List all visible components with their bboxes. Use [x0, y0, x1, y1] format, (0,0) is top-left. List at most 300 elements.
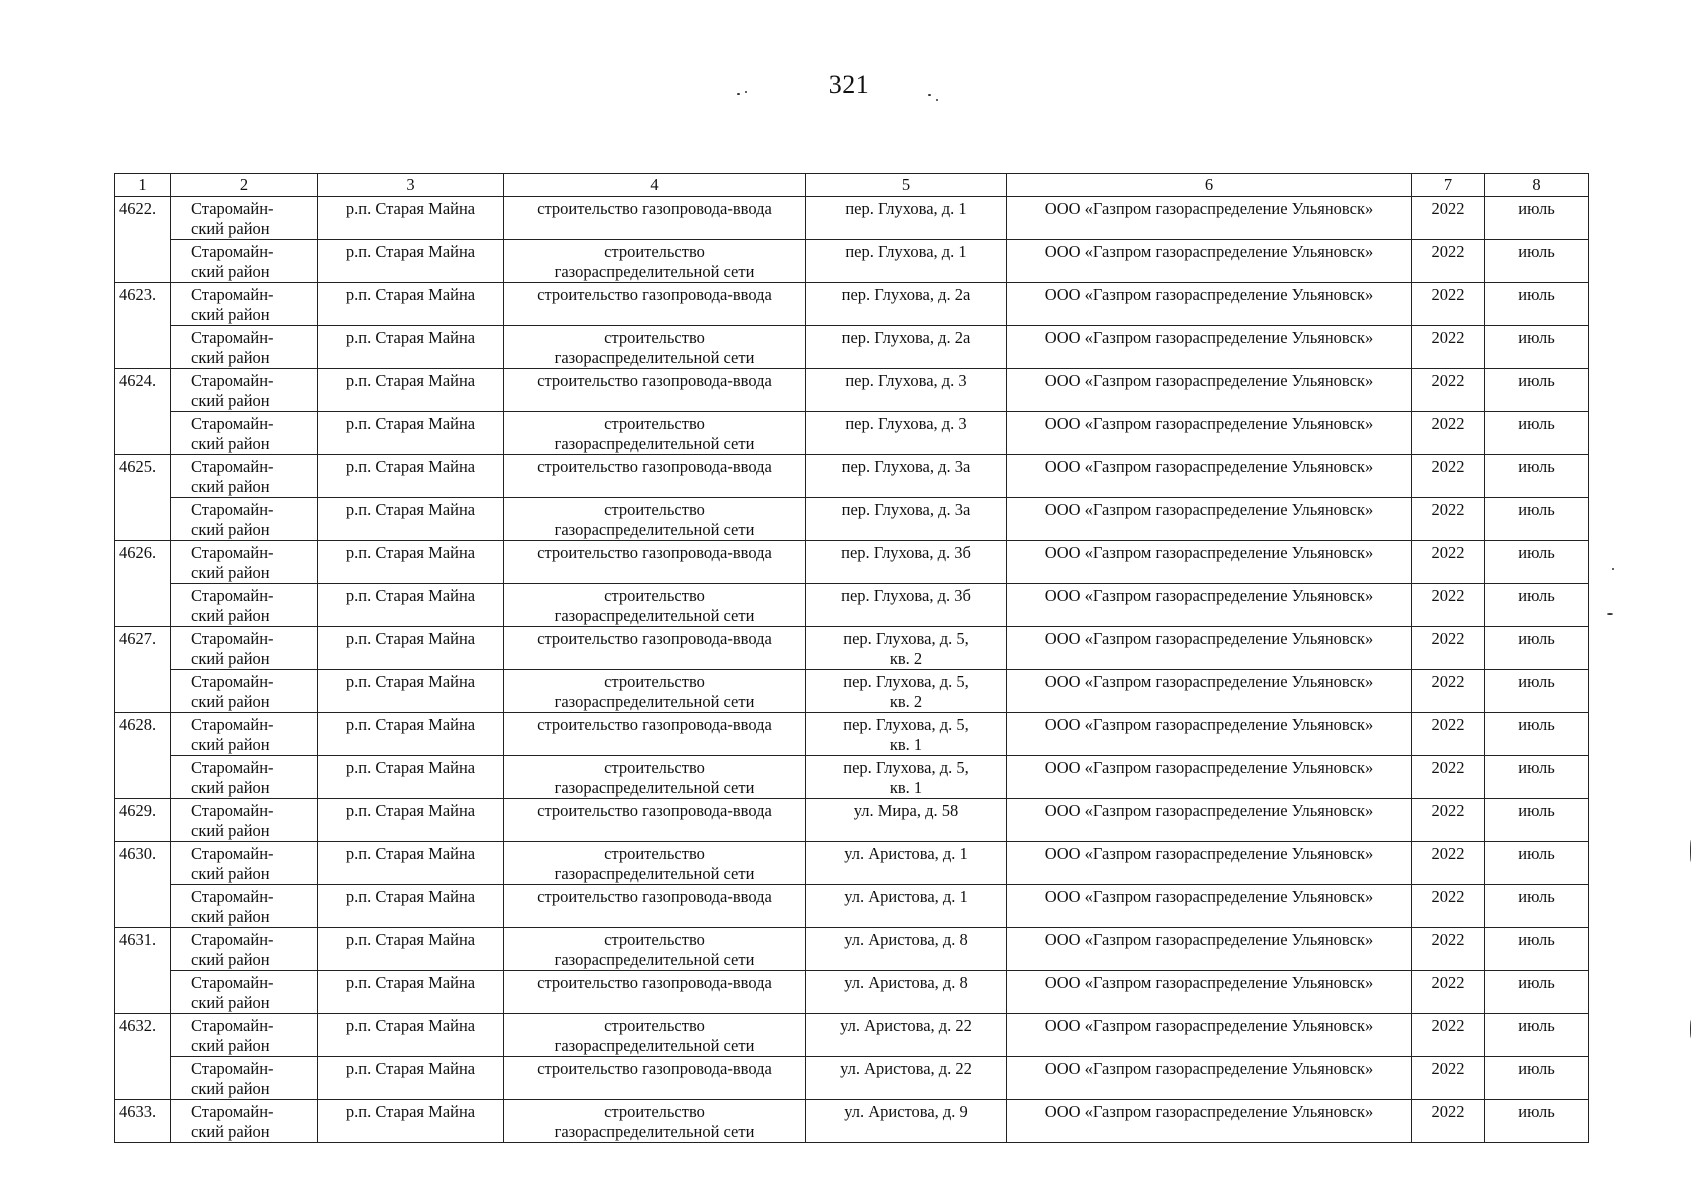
district-cell: [171, 1057, 318, 1100]
district-cell-text: ский район: [191, 692, 270, 711]
record-number-text: 4629.: [119, 801, 157, 820]
year-cell: [1412, 283, 1485, 326]
organization-cell: [1007, 240, 1412, 283]
year-cell: [1412, 1100, 1485, 1143]
district-cell-text: ский район: [191, 1036, 270, 1055]
year-cell-text: 2022: [1431, 973, 1465, 992]
organization-cell: [1007, 283, 1412, 326]
record-number-text: 4630.: [119, 844, 157, 863]
settlement-cell: [318, 584, 504, 627]
settlement-cell: [318, 1100, 504, 1143]
scan-speck: [737, 93, 740, 95]
work-type-cell-text: газораспределительной сети: [554, 1036, 755, 1055]
address-cell: [806, 412, 1007, 455]
work-type-cell: [504, 498, 806, 541]
organization-cell-text: ООО «Газпром газораспределение Ульяновск»: [1044, 629, 1374, 648]
header-cell: 4: [504, 174, 806, 197]
month-cell-text: июль: [1518, 973, 1555, 992]
district-cell-text: ский район: [191, 520, 270, 539]
header-row: [115, 174, 1589, 197]
organization-cell-text: ООО «Газпром газораспределение Ульяновск»: [1044, 758, 1374, 777]
header-cell: 6: [1007, 174, 1412, 197]
table-row: [115, 885, 1589, 928]
record-number: [115, 197, 171, 283]
settlement-cell: [318, 885, 504, 928]
settlement-cell-text: р.п. Старая Майна: [345, 414, 476, 433]
address-cell-text: ул. Аристова, д. 8: [844, 930, 968, 949]
work-type-cell-text: строительство: [604, 242, 705, 261]
organization-cell: [1007, 670, 1412, 713]
organization-cell: [1007, 799, 1412, 842]
district-cell-text: Старомайн-: [191, 1059, 274, 1078]
work-type-cell: [504, 842, 806, 885]
work-type-cell: [504, 713, 806, 756]
district-cell-text: Старомайн-: [191, 629, 274, 648]
year-cell-text: 2022: [1431, 930, 1465, 949]
settlement-cell: [318, 412, 504, 455]
work-type-cell-text: строительство: [604, 758, 705, 777]
record-number-text: 4631.: [119, 930, 157, 949]
district-cell: [171, 799, 318, 842]
header-cell: 5: [806, 174, 1007, 197]
organization-cell-text: ООО «Газпром газораспределение Ульяновск»: [1044, 930, 1374, 949]
year-cell-text: 2022: [1431, 1016, 1465, 1035]
work-type-cell-text: строительство газопровода-ввода: [537, 199, 772, 218]
year-cell: [1412, 326, 1485, 369]
scan-speck: [936, 99, 938, 101]
district-cell-text: Старомайн-: [191, 242, 274, 261]
work-type-cell: [504, 928, 806, 971]
settlement-cell-text: р.п. Старая Майна: [345, 1102, 476, 1121]
year-cell-text: 2022: [1431, 414, 1465, 433]
settlement-cell-text: р.п. Старая Майна: [345, 758, 476, 777]
organization-cell-text: ООО «Газпром газораспределение Ульяновск»: [1044, 973, 1374, 992]
district-cell-text: Старомайн-: [191, 844, 274, 863]
organization-cell-text: ООО «Газпром газораспределение Ульяновск»: [1044, 371, 1374, 390]
organization-cell: [1007, 412, 1412, 455]
district-cell: [171, 455, 318, 498]
year-cell-text: 2022: [1431, 500, 1465, 519]
settlement-cell-text: р.п. Старая Майна: [345, 844, 476, 863]
address-cell-text: кв. 2: [889, 692, 923, 711]
district-cell: [171, 412, 318, 455]
address-cell-text: пер. Глухова, д. 1: [845, 242, 967, 261]
address-cell-text: пер. Глухова, д. 2а: [841, 285, 971, 304]
work-type-cell-text: строительство газопровода-ввода: [537, 1059, 772, 1078]
address-cell-text: пер. Глухова, д. 3а: [841, 500, 971, 519]
work-type-cell: [504, 971, 806, 1014]
work-type-cell-text: строительство газопровода-ввода: [537, 457, 772, 476]
work-type-cell-text: газораспределительной сети: [554, 434, 755, 453]
settlement-cell-text: р.п. Старая Майна: [345, 887, 476, 906]
organization-cell-text: ООО «Газпром газораспределение Ульяновск»: [1044, 543, 1374, 562]
table-row: [115, 541, 1589, 584]
year-cell-text: 2022: [1431, 586, 1465, 605]
month-cell: [1485, 842, 1589, 885]
work-type-cell-text: строительство газопровода-ввода: [537, 371, 772, 390]
month-cell: [1485, 1014, 1589, 1057]
district-cell-text: ский район: [191, 821, 270, 840]
district-cell-text: ский район: [191, 649, 270, 668]
table-row: [115, 455, 1589, 498]
year-cell-text: 2022: [1431, 285, 1465, 304]
organization-cell: [1007, 369, 1412, 412]
district-cell-text: Старомайн-: [191, 973, 274, 992]
address-cell-text: пер. Глухова, д. 5,: [843, 758, 969, 777]
organization-cell-text: ООО «Газпром газораспределение Ульяновск»: [1044, 328, 1374, 347]
year-cell: [1412, 928, 1485, 971]
district-cell-text: Старомайн-: [191, 543, 274, 562]
address-cell: [806, 498, 1007, 541]
organization-cell: [1007, 455, 1412, 498]
district-cell-text: Старомайн-: [191, 500, 274, 519]
address-cell-text: ул. Аристова, д. 9: [844, 1102, 968, 1121]
work-type-cell: [504, 197, 806, 240]
organization-cell-text: ООО «Газпром газораспределение Ульяновск»: [1044, 844, 1374, 863]
address-cell-text: ул. Аристова, д. 1: [844, 887, 968, 906]
year-cell-text: 2022: [1431, 371, 1465, 390]
organization-cell-text: ООО «Газпром газораспределение Ульяновск»: [1044, 500, 1374, 519]
table-row: [115, 756, 1589, 799]
district-cell-text: ский район: [191, 348, 270, 367]
address-cell-text: ул. Аристова, д. 1: [844, 844, 968, 863]
district-cell-text: ский район: [191, 391, 270, 410]
work-type-cell-text: строительство: [604, 1102, 705, 1121]
organization-cell: [1007, 1014, 1412, 1057]
record-number: [115, 369, 171, 455]
address-cell-text: пер. Глухова, д. 5,: [843, 629, 969, 648]
year-cell-text: 2022: [1431, 1059, 1465, 1078]
work-type-cell: [504, 756, 806, 799]
work-type-cell: [504, 1057, 806, 1100]
work-type-cell: [504, 1014, 806, 1057]
address-cell-text: кв. 1: [889, 735, 923, 754]
organization-cell: [1007, 971, 1412, 1014]
address-cell: [806, 283, 1007, 326]
month-cell-text: июль: [1518, 1059, 1555, 1078]
address-cell: [806, 627, 1007, 670]
district-cell: [171, 197, 318, 240]
month-cell: [1485, 1100, 1589, 1143]
settlement-cell-text: р.п. Старая Майна: [345, 500, 476, 519]
district-cell-text: Старомайн-: [191, 414, 274, 433]
work-type-cell-text: строительство: [604, 414, 705, 433]
district-cell-text: Старомайн-: [191, 801, 274, 820]
record-number-text: 4627.: [119, 629, 157, 648]
year-cell: [1412, 885, 1485, 928]
month-cell: [1485, 713, 1589, 756]
month-cell: [1485, 455, 1589, 498]
month-cell: [1485, 627, 1589, 670]
work-type-cell: [504, 412, 806, 455]
address-cell: [806, 455, 1007, 498]
record-number: [115, 541, 171, 627]
district-cell-text: ский район: [191, 219, 270, 238]
address-cell: [806, 842, 1007, 885]
month-cell: [1485, 670, 1589, 713]
district-cell: [171, 842, 318, 885]
address-cell: [806, 971, 1007, 1014]
address-cell: [806, 369, 1007, 412]
year-cell: [1412, 670, 1485, 713]
settlement-cell-text: р.п. Старая Майна: [345, 629, 476, 648]
year-cell: [1412, 412, 1485, 455]
address-cell-text: пер. Глухова, д. 1: [845, 199, 967, 218]
district-cell-text: Старомайн-: [191, 371, 274, 390]
month-cell-text: июль: [1518, 457, 1555, 476]
district-cell-text: ский район: [191, 477, 270, 496]
settlement-cell: [318, 1014, 504, 1057]
organization-cell: [1007, 498, 1412, 541]
settlement-cell-text: р.п. Старая Майна: [345, 328, 476, 347]
district-cell-text: Старомайн-: [191, 715, 274, 734]
work-type-cell-text: строительство газопровода-ввода: [537, 973, 772, 992]
district-cell-text: Старомайн-: [191, 758, 274, 777]
work-type-cell-text: строительство газопровода-ввода: [537, 801, 772, 820]
settlement-cell: [318, 240, 504, 283]
settlement-cell-text: р.п. Старая Майна: [345, 543, 476, 562]
year-cell-text: 2022: [1431, 199, 1465, 218]
address-cell: [806, 670, 1007, 713]
work-type-cell: [504, 627, 806, 670]
table-row: [115, 1057, 1589, 1100]
organization-cell-text: ООО «Газпром газораспределение Ульяновск»: [1044, 285, 1374, 304]
settlement-cell-text: р.п. Старая Майна: [345, 672, 476, 691]
settlement-cell-text: р.п. Старая Майна: [345, 930, 476, 949]
work-type-cell-text: строительство: [604, 844, 705, 863]
work-type-cell-text: газораспределительной сети: [554, 864, 755, 883]
header-cell: 1: [115, 174, 171, 197]
address-cell: [806, 584, 1007, 627]
record-number-text: 4623.: [119, 285, 157, 304]
month-cell: [1485, 971, 1589, 1014]
record-number: [115, 455, 171, 541]
district-cell: [171, 1100, 318, 1143]
month-cell-text: июль: [1518, 930, 1555, 949]
address-cell: [806, 326, 1007, 369]
month-cell: [1485, 928, 1589, 971]
organization-cell: [1007, 756, 1412, 799]
settlement-cell-text: р.п. Старая Майна: [345, 285, 476, 304]
table-row: [115, 584, 1589, 627]
month-cell-text: июль: [1518, 414, 1555, 433]
work-type-cell-text: строительство: [604, 328, 705, 347]
table-row: [115, 713, 1589, 756]
work-type-cell-text: строительство: [604, 1016, 705, 1035]
address-cell-text: ул. Мира, д. 58: [853, 801, 959, 820]
table-row: [115, 1100, 1589, 1143]
table-row: [115, 283, 1589, 326]
settlement-cell: [318, 283, 504, 326]
settlement-cell-text: р.п. Старая Майна: [345, 1059, 476, 1078]
month-cell-text: июль: [1518, 715, 1555, 734]
work-type-cell: [504, 369, 806, 412]
work-type-cell-text: строительство газопровода-ввода: [537, 715, 772, 734]
record-number-text: 4624.: [119, 371, 157, 390]
address-cell: [806, 1100, 1007, 1143]
month-cell-text: июль: [1518, 1016, 1555, 1035]
year-cell-text: 2022: [1431, 1102, 1465, 1121]
record-number-text: 4632.: [119, 1016, 157, 1035]
address-cell: [806, 885, 1007, 928]
settlement-cell-text: р.п. Старая Майна: [345, 715, 476, 734]
record-number-text: 4625.: [119, 457, 157, 476]
district-cell: [171, 756, 318, 799]
settlement-cell: [318, 971, 504, 1014]
settlement-cell: [318, 369, 504, 412]
scan-speck: [1612, 568, 1614, 570]
work-type-cell: [504, 240, 806, 283]
table-row: [115, 240, 1589, 283]
year-cell: [1412, 1057, 1485, 1100]
scan-speck: [1690, 1020, 1691, 1038]
organization-cell-text: ООО «Газпром газораспределение Ульяновск»: [1044, 199, 1374, 218]
record-number: [115, 627, 171, 713]
district-cell-text: ский район: [191, 1122, 270, 1141]
work-type-cell: [504, 541, 806, 584]
organization-cell-text: ООО «Газпром газораспределение Ульяновск»: [1044, 242, 1374, 261]
scan-speck: [1607, 613, 1613, 615]
organization-cell-text: ООО «Газпром газораспределение Ульяновск»: [1044, 715, 1374, 734]
district-cell: [171, 498, 318, 541]
district-cell-text: Старомайн-: [191, 285, 274, 304]
district-cell-text: Старомайн-: [191, 672, 274, 691]
month-cell: [1485, 756, 1589, 799]
address-cell: [806, 541, 1007, 584]
work-type-cell-text: газораспределительной сети: [554, 950, 755, 969]
month-cell-text: июль: [1518, 500, 1555, 519]
organization-cell: [1007, 197, 1412, 240]
works-table: [114, 173, 1589, 1143]
work-type-cell-text: строительство: [604, 500, 705, 519]
month-cell-text: июль: [1518, 844, 1555, 863]
address-cell-text: пер. Глухова, д. 5,: [843, 672, 969, 691]
work-type-cell: [504, 799, 806, 842]
address-cell: [806, 799, 1007, 842]
table-row: [115, 197, 1589, 240]
organization-cell: [1007, 885, 1412, 928]
district-cell: [171, 283, 318, 326]
work-type-cell: [504, 584, 806, 627]
district-cell-text: ский район: [191, 305, 270, 324]
district-cell-text: ский район: [191, 1079, 270, 1098]
settlement-cell: [318, 842, 504, 885]
settlement-cell: [318, 799, 504, 842]
year-cell: [1412, 197, 1485, 240]
month-cell: [1485, 412, 1589, 455]
organization-cell: [1007, 928, 1412, 971]
work-type-cell-text: газораспределительной сети: [554, 262, 755, 281]
organization-cell-text: ООО «Газпром газораспределение Ульяновск»: [1044, 1059, 1374, 1078]
work-type-cell-text: газораспределительной сети: [554, 692, 755, 711]
organization-cell: [1007, 326, 1412, 369]
settlement-cell-text: р.п. Старая Майна: [345, 371, 476, 390]
year-cell-text: 2022: [1431, 715, 1465, 734]
district-cell-text: ский район: [191, 864, 270, 883]
district-cell-text: Старомайн-: [191, 1016, 274, 1035]
month-cell: [1485, 799, 1589, 842]
year-cell-text: 2022: [1431, 887, 1465, 906]
district-cell-text: ский район: [191, 563, 270, 582]
record-number: [115, 1100, 171, 1143]
header-cell: 7: [1412, 174, 1485, 197]
month-cell-text: июль: [1518, 672, 1555, 691]
address-cell-text: ул. Аристова, д. 8: [844, 973, 968, 992]
year-cell: [1412, 799, 1485, 842]
work-type-cell-text: строительство: [604, 672, 705, 691]
organization-cell: [1007, 842, 1412, 885]
address-cell: [806, 1057, 1007, 1100]
district-cell: [171, 928, 318, 971]
settlement-cell-text: р.п. Старая Майна: [345, 801, 476, 820]
table-row: [115, 498, 1589, 541]
month-cell-text: июль: [1518, 586, 1555, 605]
address-cell-text: ул. Аристова, д. 22: [840, 1059, 972, 1078]
record-number: [115, 1014, 171, 1100]
work-type-cell: [504, 455, 806, 498]
month-cell-text: июль: [1518, 758, 1555, 777]
table-row: [115, 369, 1589, 412]
organization-cell: [1007, 541, 1412, 584]
work-type-cell: [504, 283, 806, 326]
table-row: [115, 326, 1589, 369]
settlement-cell: [318, 928, 504, 971]
header-cell: 2: [171, 174, 318, 197]
settlement-cell: [318, 197, 504, 240]
record-number-text: 4622.: [119, 199, 157, 218]
settlement-cell-text: р.п. Старая Майна: [345, 973, 476, 992]
settlement-cell: [318, 1057, 504, 1100]
organization-cell-text: ООО «Газпром газораспределение Ульяновск»: [1044, 1102, 1374, 1121]
month-cell-text: июль: [1518, 199, 1555, 218]
month-cell: [1485, 498, 1589, 541]
address-cell-text: пер. Глухова, д. 5,: [843, 715, 969, 734]
work-type-cell-text: газораспределительной сети: [554, 348, 755, 367]
settlement-cell-text: р.п. Старая Майна: [345, 199, 476, 218]
year-cell: [1412, 455, 1485, 498]
settlement-cell: [318, 627, 504, 670]
month-cell-text: июль: [1518, 371, 1555, 390]
month-cell: [1485, 1057, 1589, 1100]
table-row: [115, 799, 1589, 842]
organization-cell-text: ООО «Газпром газораспределение Ульяновск»: [1044, 887, 1374, 906]
work-type-cell-text: газораспределительной сети: [554, 606, 755, 625]
settlement-cell: [318, 713, 504, 756]
work-type-cell-text: строительство газопровода-ввода: [537, 543, 772, 562]
record-number: [115, 799, 171, 842]
table-row: [115, 842, 1589, 885]
record-number: [115, 283, 171, 369]
table-body: [115, 197, 1589, 1143]
district-cell-text: ский район: [191, 606, 270, 625]
district-cell: [171, 240, 318, 283]
address-cell-text: пер. Глухова, д. 2а: [841, 328, 971, 347]
district-cell-text: Старомайн-: [191, 1102, 274, 1121]
district-cell: [171, 713, 318, 756]
address-cell-text: пер. Глухова, д. 3а: [841, 457, 971, 476]
year-cell: [1412, 584, 1485, 627]
district-cell-text: Старомайн-: [191, 199, 274, 218]
year-cell-text: 2022: [1431, 629, 1465, 648]
month-cell: [1485, 885, 1589, 928]
year-cell-text: 2022: [1431, 457, 1465, 476]
address-cell: [806, 1014, 1007, 1057]
year-cell-text: 2022: [1431, 801, 1465, 820]
organization-cell: [1007, 627, 1412, 670]
address-cell: [806, 240, 1007, 283]
district-cell-text: Старомайн-: [191, 328, 274, 347]
district-cell: [171, 1014, 318, 1057]
